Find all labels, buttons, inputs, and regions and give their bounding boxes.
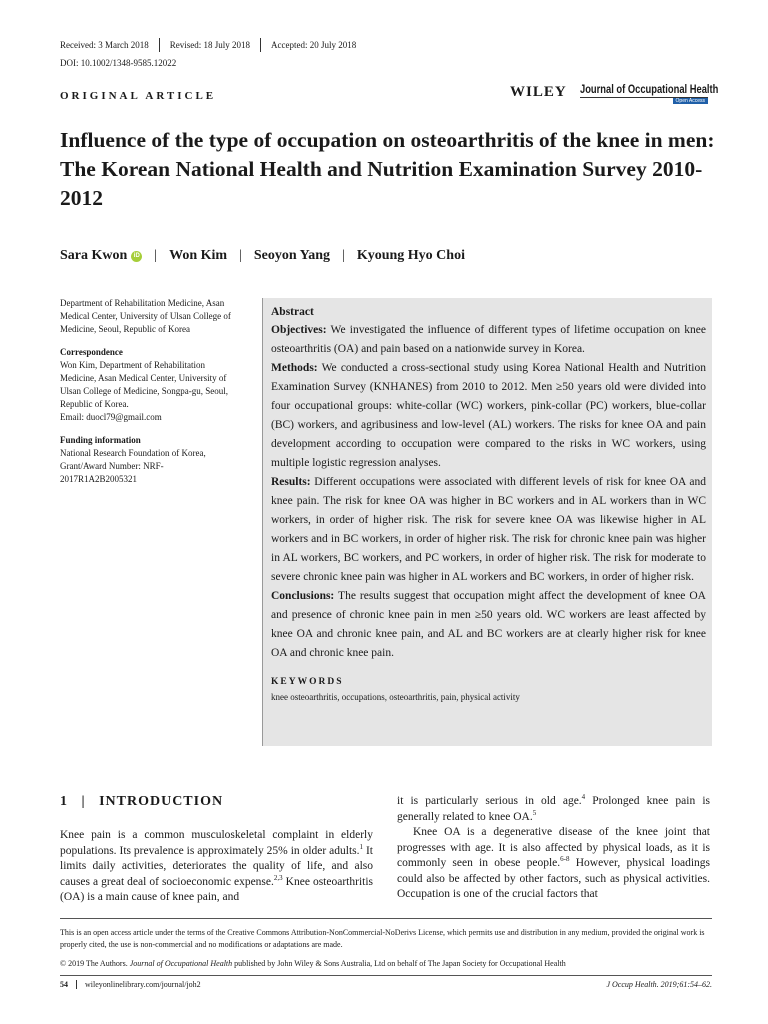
abstract-box — [262, 298, 712, 746]
page-footer — [60, 980, 712, 989]
doi-link[interactable]: DOI: 10.1002/1348-9585.12022 — [60, 58, 177, 68]
open-access-badge: Open Access — [673, 98, 708, 104]
abstract-body — [271, 321, 712, 663]
received-date: Received: 3 March 2018 — [60, 38, 160, 52]
page-number: 54 — [60, 980, 77, 989]
keywords-heading: KEYWORDS — [271, 677, 344, 687]
objectives-label: Objectives: — [271, 324, 327, 336]
accepted-date: Accepted: 20 July 2018 — [270, 40, 357, 50]
author-name[interactable]: Kyoung Hyo Choi — [356, 248, 465, 263]
author-separator: | — [239, 248, 242, 263]
citation-ref[interactable]: 2,3 — [273, 873, 283, 882]
author-separator: | — [154, 248, 158, 263]
publisher-logo: WILEY — [510, 84, 567, 100]
text-run: it is particularly serious in old age. — [397, 795, 582, 807]
page-footer-divider — [60, 975, 712, 976]
methods-text: We conducted a cross-sectional study using Korea National Health and Nutrition Examination Survey (KNHANES) from 2010 to 2012. Men ≥50 years old were divided into four occupational groups: white-collar (WC) workers, pink-collar (PC) workers, blue-collar (BC) workers, and agribusiness and low-level (AL) workers. The risks for knee OA and pain development according to occupation were compared to the risks in WC workers, using multiple logistic regression analyses. — [271, 362, 706, 469]
text-run: Knee osteoarthritis (OA) is a main cause of knee pain, and — [60, 875, 373, 903]
author-separator: | — [342, 248, 345, 263]
author-name[interactable]: Seoyon Yang — [253, 248, 331, 263]
text-run: published by John Wiley & Sons Australia, Ltd on behalf of The Japan Society for Occupational Health — [232, 959, 566, 968]
article-title: Influence of the type of occupation on osteoarthritis of the knee in men: The Korean National Health and Nutrition Examination Survey 2010-2012 — [60, 128, 715, 210]
author-list — [60, 248, 465, 264]
results-text: Different occupations were associated with different levels of risk for knee OA and knee pain. The risk for knee OA was higher in BC workers and in AL workers than in WC workers, in order of higher risk. The risk for severe knee OA was likewise higher in AL workers and in BC workers, in order of higher risk. The risk for chronic knee pain was higher in AL workers, BC workers, and PC workers, in order of higher risk. The risk for moderate to severe chronic knee pain was higher in AL workers and BC workers, in order of higher risk. — [271, 476, 706, 583]
text-run: Knee OA is a degenerative disease of the knee joint that progresses with age. It is also affected by physical loads, as it is commonly seen in obese people. — [397, 826, 710, 869]
text-run: Knee pain is a common musculoskeletal complaint in elderly populations. Its prevalence is approximately 25% in older adults. — [60, 829, 373, 857]
text-run: However, physical loadings could also be affected by other factors, such as physical activities. Occupation is one of the crucial factors that — [397, 857, 711, 900]
email-link[interactable]: Email: duocl79@gmail.com — [60, 412, 162, 422]
article-dates — [60, 38, 366, 52]
methods-label: Methods: — [271, 362, 318, 374]
citation-ref[interactable]: 1 — [359, 842, 364, 851]
keywords-list: knee osteoarthritis, occupations, osteoarthritis, pain, physical activity — [271, 692, 520, 702]
journal-name: Journal of Occupational Health — [580, 82, 719, 96]
author-name[interactable]: Won Kim — [169, 248, 228, 263]
article-sidebar — [60, 297, 235, 486]
citation-line: J Occup Health. 2019;61:54–62. — [606, 980, 712, 989]
intro-paragraph — [60, 828, 373, 906]
correspondence-heading: Correspondence — [60, 347, 123, 357]
objectives-text: We investigated the influence of different types of lifetime occupation on knee osteoarthritis (OA) and pain based on a nationwide survey in Korea. — [271, 324, 706, 355]
citation-ref[interactable]: 6-8 — [560, 855, 570, 864]
funding-text: National Research Foundation of Korea, Grant/Award Number: NRF-2017R1A2B2005321 — [60, 448, 206, 484]
text-run: © 2019 The Authors. — [60, 959, 130, 968]
text-run: Prolonged knee pain is generally related to knee OA. — [397, 795, 710, 823]
intro-paragraph — [397, 825, 710, 903]
revised-date: Revised: 18 July 2018 — [160, 38, 261, 52]
license-text: This is an open access article under the terms of the Creative Commons Attribution-NonCommercial-NoDerivs License, which permits use and distribution in any medium, provided the original work is properly cited, the use is non-commercial and no modifications or adaptations are made. — [60, 928, 705, 949]
journal-logo — [580, 82, 719, 104]
funding-heading: Funding information — [60, 435, 141, 445]
correspondence-text: Won Kim, Department of Rehabilitation Medicine, Asan Medical Center, University of Ulsan College of Medicine, Songpa-gu, Seoul, Republic of Korea. — [60, 360, 228, 409]
conclusions-label: Conclusions: — [271, 590, 335, 602]
footer-divider — [60, 918, 712, 919]
orcid-icon[interactable]: iD — [131, 251, 142, 262]
journal-italic: Journal of Occupational Health — [129, 959, 233, 968]
affiliation: Department of Rehabilitation Medicine, Asan Medical Center, University of Ulsan College of Medicine, Seoul, Republic of Korea — [60, 298, 231, 334]
abstract-heading: Abstract — [271, 306, 314, 318]
author-name[interactable]: Sara Kwon — [60, 248, 128, 263]
intro-paragraph — [397, 794, 710, 825]
copyright-line — [60, 959, 712, 968]
text-run: It limits daily activities, deteriorates the quality of life, and also causes a great deal of socioeconomic expense. — [60, 844, 373, 888]
citation-ref[interactable]: 4 — [581, 793, 586, 802]
intro-column-right — [397, 794, 710, 903]
introduction-heading: 1 | INTRODUCTION — [60, 794, 224, 809]
citation-ref[interactable]: 5 — [532, 808, 537, 817]
results-label: Results: — [271, 476, 311, 488]
journal-url-link[interactable]: wileyonlinelibrary.com/journal/joh2 — [85, 980, 201, 989]
conclusions-text: The results suggest that occupation might affect the development of knee OA and presence of chronic knee pain in men ≥50 years old. WC workers are least affected by knee OA and chronic knee pain, and AL and BC workers are at clearly higher risk for knee OA and chronic knee pain. — [271, 590, 706, 659]
article-type: ORIGINAL ARTICLE — [60, 90, 217, 102]
intro-column-left — [60, 828, 373, 906]
